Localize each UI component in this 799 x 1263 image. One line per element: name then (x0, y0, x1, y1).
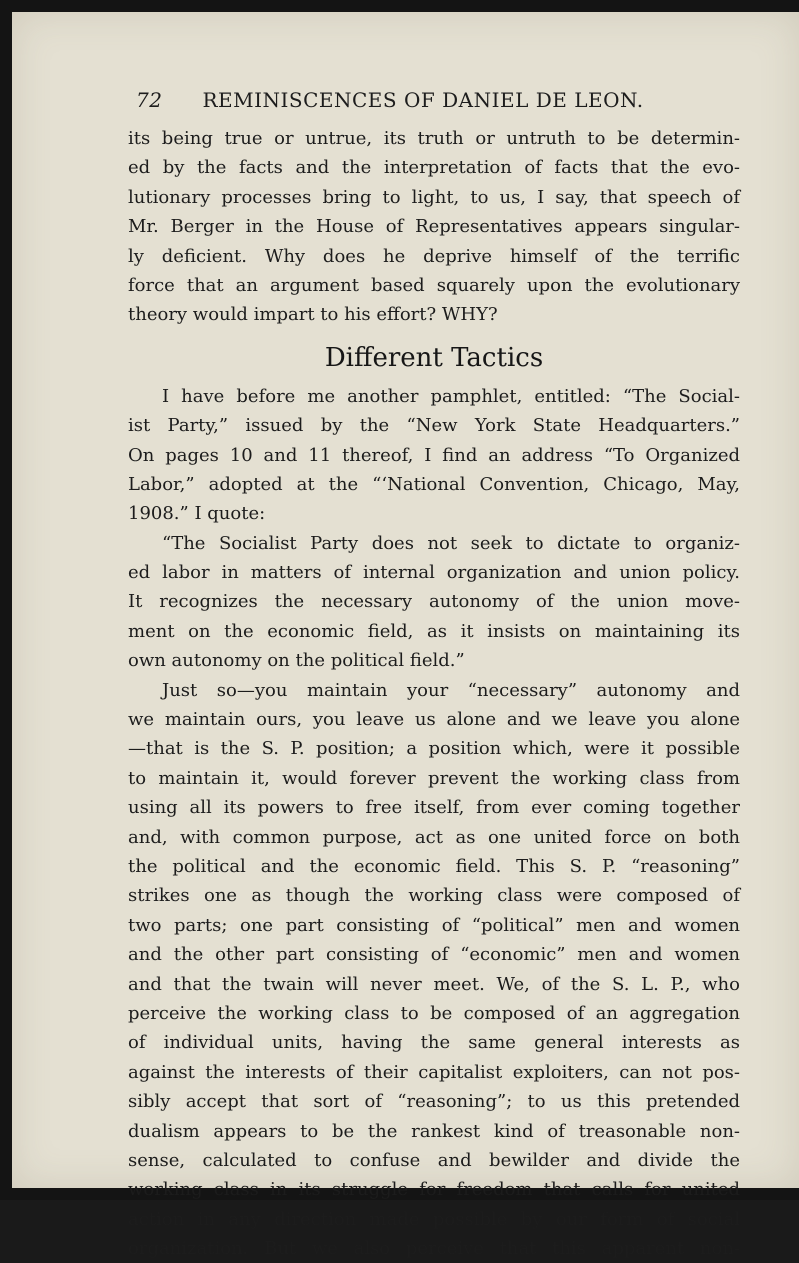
text-line: theory would impart to his effort? WHY? (128, 304, 498, 326)
text-line: Labor,” adopted at the “‘National Convention, Chicago, May, (128, 473, 740, 495)
running-head (136, 88, 696, 118)
text-line: 1908.” I quote: (128, 503, 266, 525)
text-line: and, with common purpose, act as one united force on both (128, 826, 740, 848)
body-text (128, 124, 740, 1263)
paragraph-2 (128, 382, 740, 529)
text-line: force that an argument based squarely upon the evolutionary (128, 274, 740, 296)
text-line: ed by the facts and the interpretation of facts that the evo- (128, 157, 740, 179)
text-line: to maintain it, would forever prevent the working class from (128, 767, 740, 789)
text-line: On pages 10 and 11 thereof, I find an address “To Organized (128, 444, 740, 466)
paragraph-4 (128, 676, 740, 1263)
paragraph-1 (128, 124, 740, 330)
text-line: of individual units, having the same general interests as (128, 1032, 740, 1054)
running-title: REMINISCENCES OF DANIEL DE LEON. (202, 88, 644, 112)
text-line: sense, calculated to confuse and bewilder and divide the (128, 1149, 740, 1171)
text-line: “The Socialist Party does not seek to dictate to organiz- (162, 532, 740, 554)
section-heading: Different Tactics (324, 342, 544, 373)
text-line: own autonomy on the political field.” (128, 650, 465, 672)
text-line: sibly accept that sort of “reasoning”; to us this pretended (128, 1091, 740, 1113)
text-line: perceive the working class to be composed of an aggregation (128, 1002, 740, 1024)
text-line: ment on the economic field, as it insists on maintaining its (128, 620, 740, 642)
text-line: strikes one as though the working class were composed of (128, 885, 740, 907)
text-line: I have before me another pamphlet, entitled: “The Social- (162, 385, 740, 407)
text-line: its being true or untrue, its truth or untruth to be determin- (128, 128, 740, 149)
block-quote (128, 529, 740, 676)
text-line: we maintain ours, you leave us alone and we leave you alone (128, 709, 740, 731)
text-line: ly deficient. Why does he deprive himself of the terrific (128, 245, 740, 267)
text-line: dualism appears to be the rankest kind of treasonable non- (128, 1120, 740, 1142)
text-line: ist Party,” issued by the “New York State Headquarters.” (128, 415, 740, 437)
text-line: action in any direction made possible by our form of social (128, 1208, 740, 1230)
page-number: 72 (136, 88, 163, 112)
text-line: and the other part consisting of “economic” men and women (128, 944, 740, 966)
text-line: working class in its struggle for freedom that calls for united (128, 1179, 740, 1201)
text-line: Just so—you maintain your “necessary” autonomy and (162, 679, 740, 701)
text-line: against the interests of their capitalist exploiters, can not pos- (128, 1061, 740, 1083)
text-line: using all its powers to free itself, from ever coming together (128, 797, 740, 819)
text-line: and that the twain will never meet. We, of the S. L. P., who (128, 973, 740, 995)
text-line: It recognizes the necessary autonomy of the union move- (128, 591, 740, 613)
text-line: lutionary processes bring to light, to us, I say, that speech of (128, 186, 740, 208)
text-line: organization. But we also perceive that this apparent non- (128, 1238, 740, 1260)
text-line: the political and the economic field. This S. P. “reasoning” (128, 855, 740, 877)
text-line: two parts; one part consisting of “political” men and women (128, 914, 740, 936)
text-line: —that is the S. P. position; a position which, were it possible (128, 738, 740, 760)
text-line: Mr. Berger in the House of Representatives appears singular- (128, 216, 740, 238)
text-line: ed labor in matters of internal organization and union policy. (128, 562, 740, 584)
